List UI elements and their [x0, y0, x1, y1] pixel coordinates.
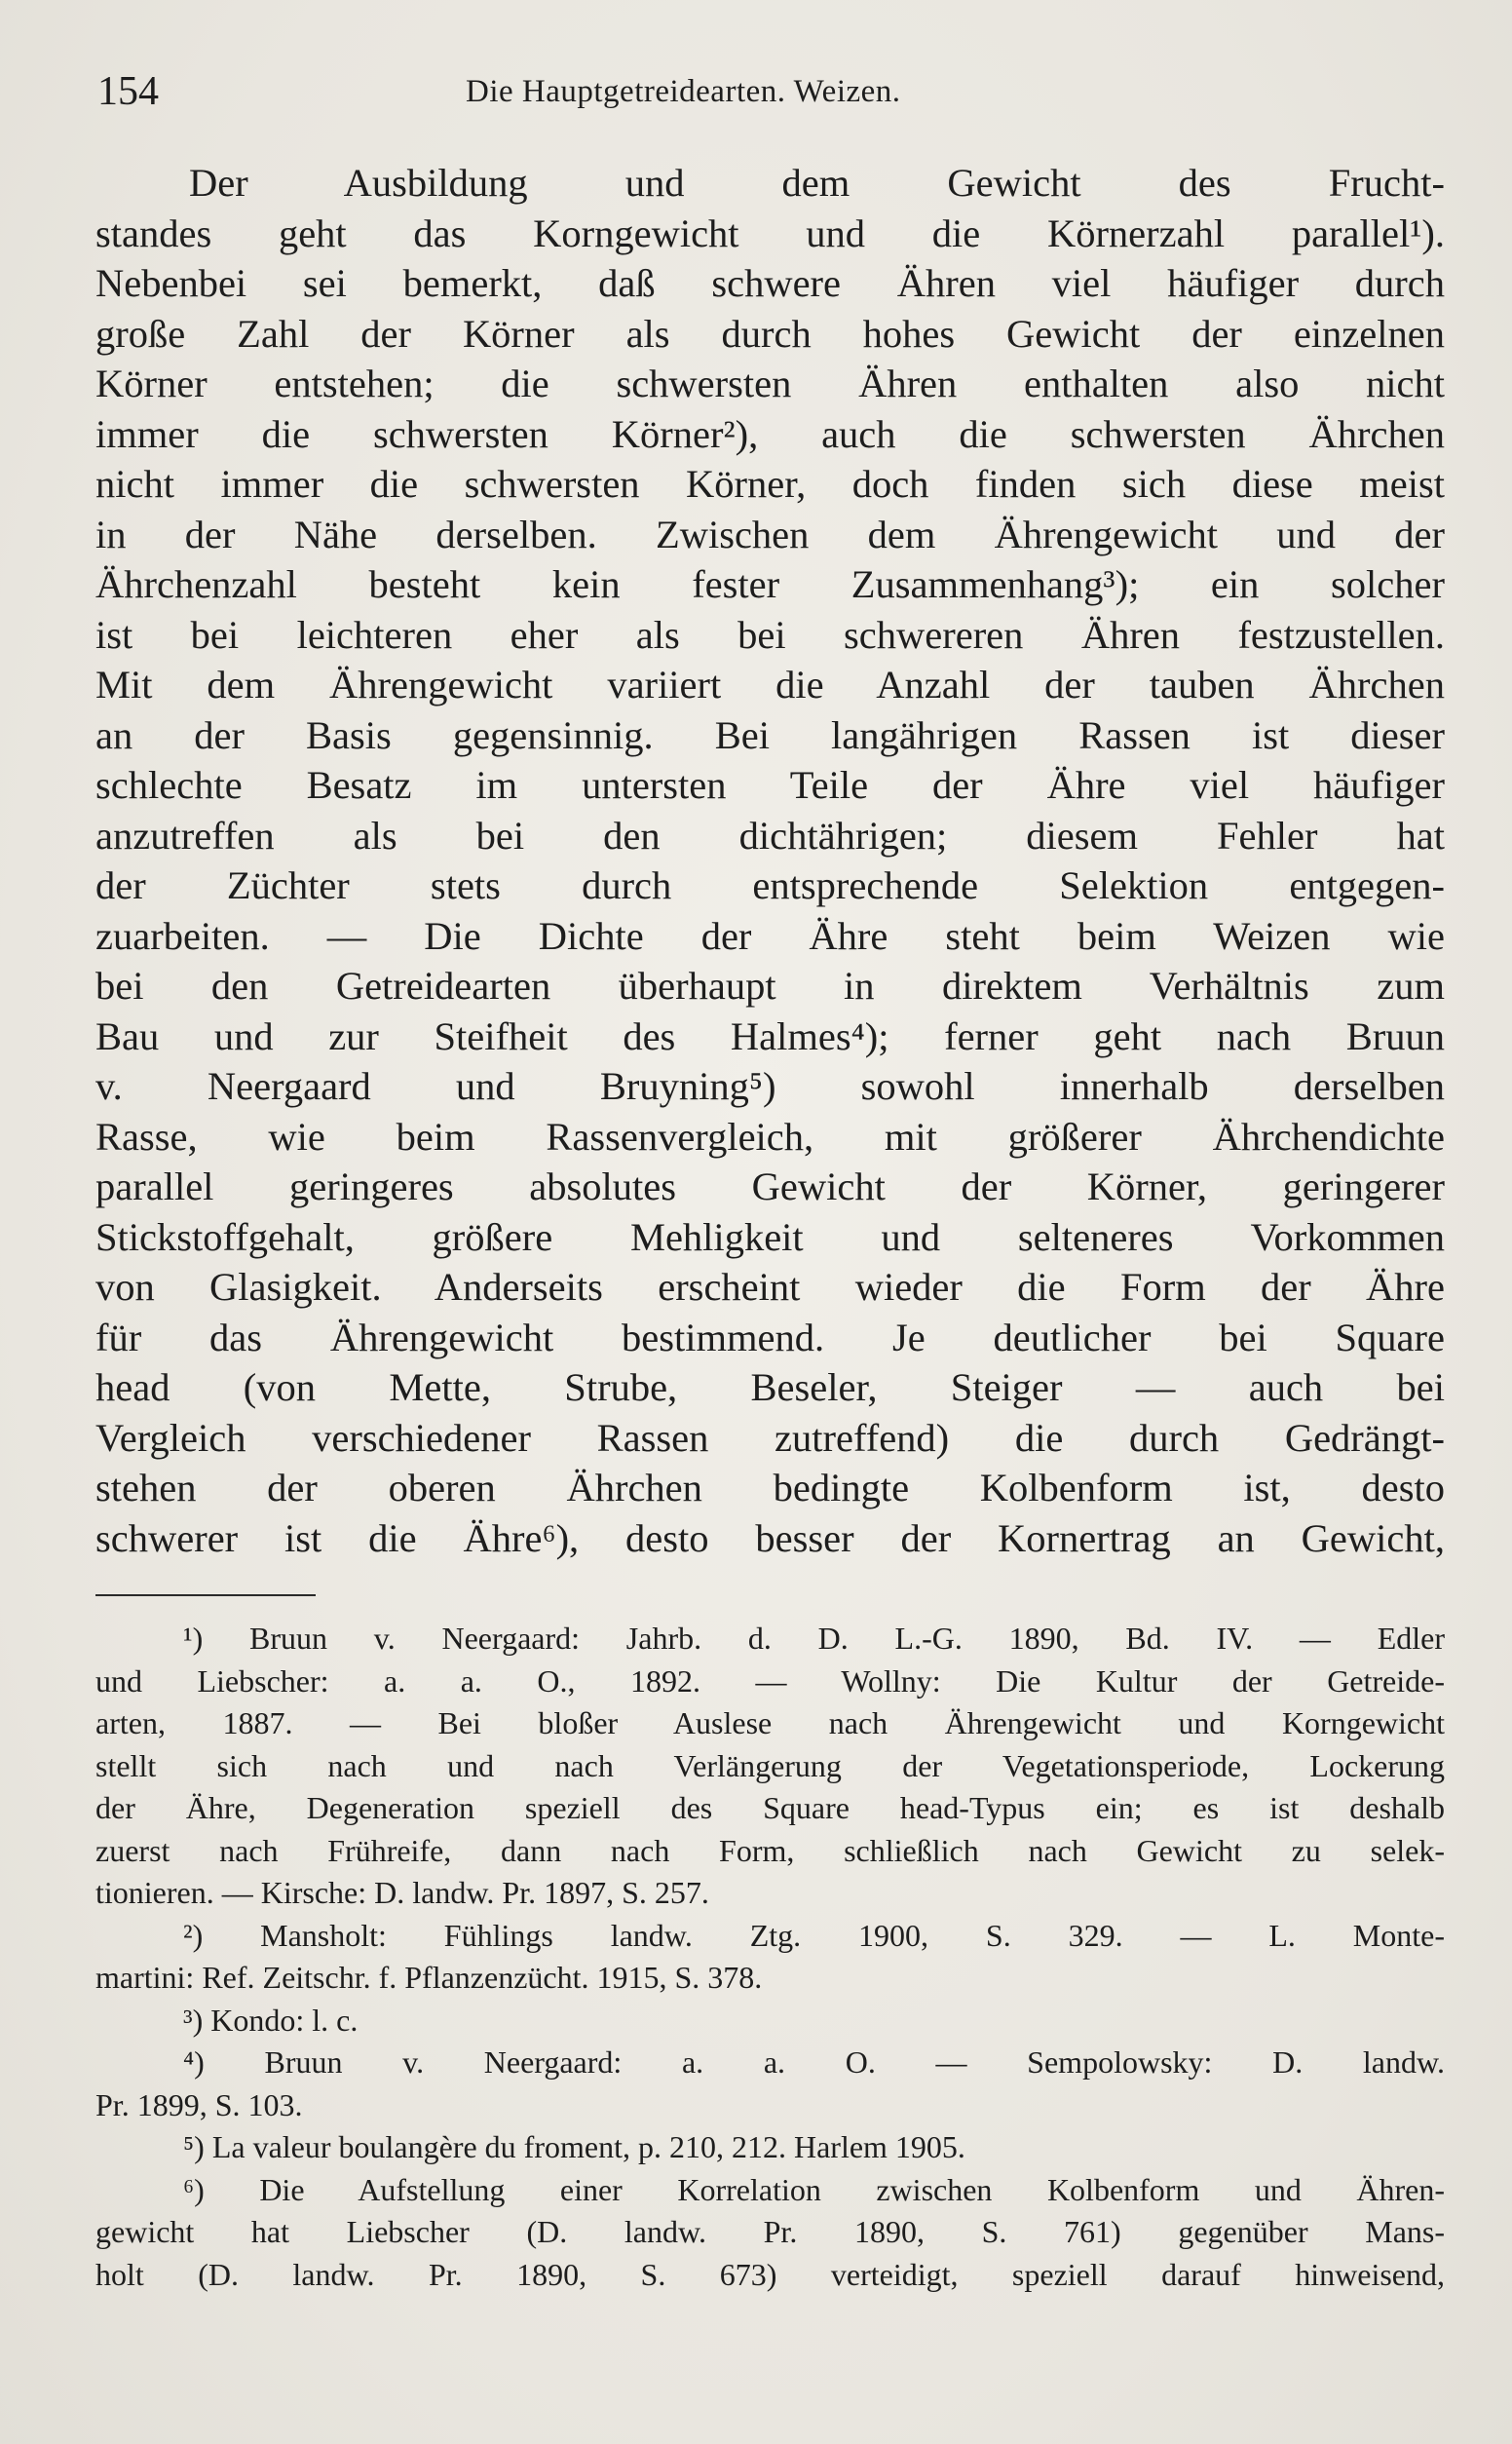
text-line: v. Neergaard und Bruyning⁵) sowohl innerhalb derselben [95, 1064, 1445, 1108]
text-line: große Zahl der Körner als durch hohes Gewicht der einzelnen [95, 311, 1445, 356]
footnote-line: ²) Mansholt: Fühlings landw. Ztg. 1900, S. 329. — L. Monte- [183, 1917, 1445, 1953]
page-number: 154 [97, 69, 159, 114]
text-line: Mit dem Ährengewicht variiert die Anzahl der tauben Ährchen [95, 663, 1445, 706]
footnote-line: holt (D. landw. Pr. 1890, S. 673) verteidigt, speziell darauf hinweisend, [95, 2256, 1445, 2292]
footnote-line: ¹) Bruun v. Neergaard: Jahrb. d. D. L.-G. 1890, Bd. IV. — Edler [183, 1621, 1445, 1656]
text-line: Bau und zur Steifheit des Halmes⁴); ferner geht nach Bruun [95, 1013, 1445, 1058]
text-line: Vergleich verschiedener Rassen zutreffend) die durch Gedrängt- [95, 1415, 1445, 1460]
text-line: an der Basis gegensinnig. Bei langährigen Rassen ist dieser [95, 712, 1445, 757]
footnote-line: ⁶) Die Aufstellung einer Korrelation zwischen Kolbenform und Ähren- [183, 2171, 1445, 2207]
text-line: schwerer ist die Ähre⁶), desto besser der Kornertrag an Gewicht, [95, 1515, 1445, 1560]
text-line: Stickstoffgehalt, größere Mehligkeit und selteneres Vorkommen [95, 1214, 1445, 1259]
text-line: zuarbeiten. — Die Dichte der Ähre steht beim Weizen wie [95, 913, 1445, 958]
footnote-line: ⁵) La valeur boulangère du froment, p. 210, 212. Harlem 1905. [183, 2129, 965, 2164]
text-line: schlechte Besatz im untersten Teile der Ähre viel häufiger [95, 763, 1445, 807]
page-header [97, 68, 1442, 127]
text-line: Körner entstehen; die schwersten Ähren enthalten also nicht [95, 362, 1445, 405]
footnote-line: ³) Kondo: l. c. [183, 2002, 359, 2038]
text-line: Ährchenzahl besteht kein fester Zusammenhang³); ein solcher [95, 562, 1445, 606]
footnote-separator [95, 1594, 316, 1596]
footnote-line: zuerst nach Frühreife, dann nach Form, schließlich nach Gewicht zu selek- [95, 1832, 1445, 1868]
text-line: immer die schwersten Körner²), auch die schwersten Ährchen [95, 411, 1445, 456]
text-line: standes geht das Korngewicht und die Körnerzahl parallel¹). [95, 210, 1445, 255]
footnote-line: gewicht hat Liebscher (D. landw. Pr. 1890, S. 761) gegenüber Mans- [95, 2214, 1445, 2249]
footnote-line: ⁴) Bruun v. Neergaard: a. a. O. — Sempolowsky: D. landw. [183, 2044, 1445, 2080]
main-text [95, 158, 1445, 1563]
footnote-line: arten, 1887. — Bei bloßer Auslese nach Ährengewicht und Korngewicht [95, 1705, 1445, 1740]
footnote-line: der Ähre, Degeneration speziell des Square head-Typus ein; es ist deshalb [95, 1790, 1445, 1825]
footnotes [95, 1618, 1445, 2296]
text-line: in der Nähe derselben. Zwischen dem Ährengewicht und der [95, 512, 1445, 556]
text-line: der Züchter stets durch entsprechende Selektion entgegen- [95, 863, 1445, 907]
text-line: parallel geringeres absolutes Gewicht der Körner, geringerer [95, 1165, 1445, 1208]
text-line: nicht immer die schwersten Körner, doch finden sich diese meist [95, 462, 1445, 506]
text-line: head (von Mette, Strube, Beseler, Steiger — auch bei [95, 1365, 1445, 1409]
running-title: Die Hauptgetreidearten. Weizen. [466, 74, 901, 109]
footnote-line: stellt sich nach und nach Verlängerung der Vegetationsperiode, Lockerung [95, 1747, 1445, 1783]
text-line: Rasse, wie beim Rassenvergleich, mit größerer Ährchendichte [95, 1114, 1445, 1159]
text-line: Nebenbei sei bemerkt, daß schwere Ähren viel häufiger durch [95, 261, 1445, 305]
footnote-line: martini: Ref. Zeitschr. f. Pflanzenzücht. 1915, S. 378. [95, 1960, 763, 1995]
text-line: Der Ausbildung und dem Gewicht des Frucht- [189, 161, 1445, 205]
text-line: bei den Getreidearten überhaupt in direktem Verhältnis zum [95, 964, 1445, 1008]
text-line: anzutreffen als bei den dichtährigen; diesem Fehler hat [95, 813, 1445, 858]
footnote-line: Pr. 1899, S. 103. [95, 2086, 303, 2122]
footnote-line: tionieren. — Kirsche: D. landw. Pr. 1897, S. 257. [95, 1875, 709, 1910]
footnote-line: und Liebscher: a. a. O., 1892. — Wollny: Die Kultur der Getreide- [95, 1662, 1445, 1699]
text-line: für das Ährengewicht bestimmend. Je deutlicher bei Square [95, 1315, 1445, 1359]
text-line: ist bei leichteren eher als bei schwereren Ähren festzustellen. [95, 612, 1445, 657]
text-line: von Glasigkeit. Anderseits erscheint wieder die Form der Ähre [95, 1265, 1445, 1309]
text-line: stehen der oberen Ährchen bedingte Kolbenform ist, desto [95, 1466, 1445, 1509]
